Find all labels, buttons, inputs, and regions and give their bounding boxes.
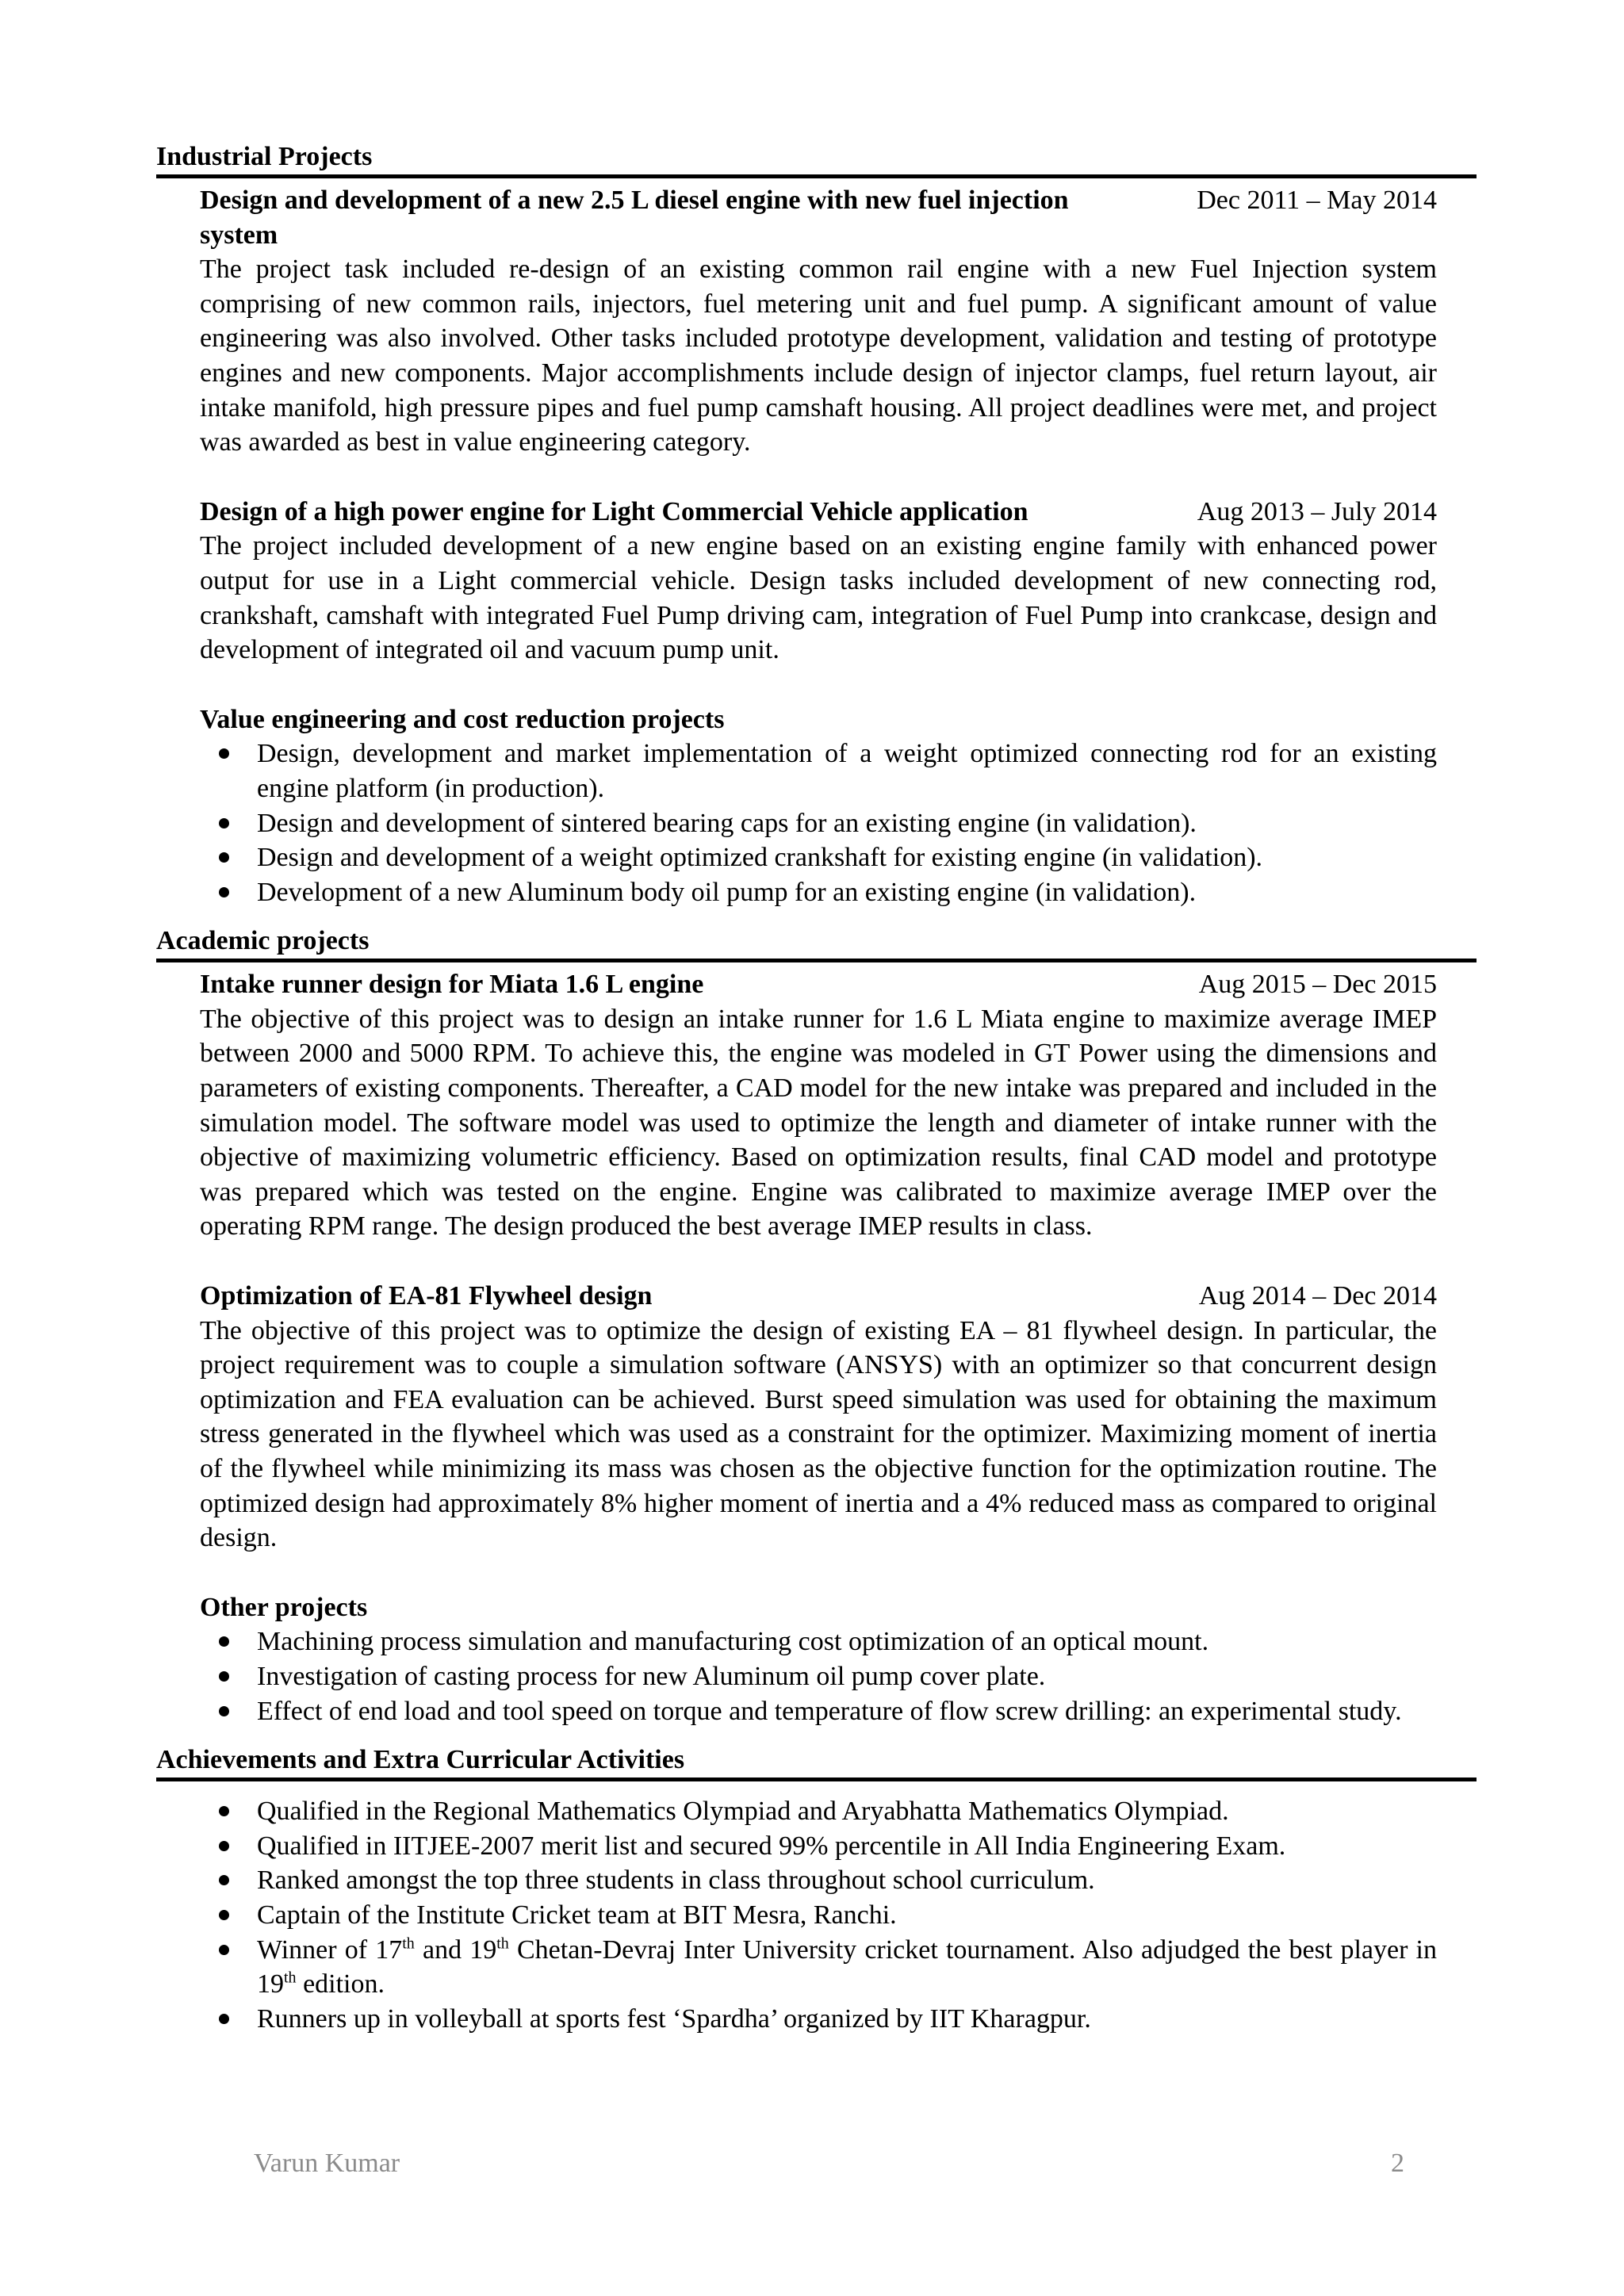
list-item (200, 1624, 1437, 1659)
value-engineering-block (200, 702, 1437, 910)
project-title: Intake runner design for Miata 1.6 L engine (200, 970, 704, 1000)
bullet-icon (219, 1671, 229, 1682)
page-number: 2 (1391, 2149, 1404, 2178)
list-item-text: Winner of 17th and 19th Chetan-Devraj Inter University cricket tournament. Also adjudged the best player in 19th edition. (257, 1934, 1438, 1999)
list-item-text: Captain of the Institute Cricket team at BIT Mesra, Ranchi. (257, 1900, 897, 1930)
value-engineering-list (200, 737, 1437, 909)
project-entry (200, 967, 1437, 1244)
list-item (200, 1898, 1437, 1933)
list-item-text: Qualified in the Regional Mathematics Olympiad and Aryabhatta Mathematics Olympiad. (257, 1797, 1229, 1827)
list-item (200, 1794, 1437, 1829)
bullet-icon (219, 887, 229, 897)
other-projects-block (200, 1590, 1437, 1728)
list-item (200, 840, 1437, 875)
list-item-text: Design, development and market implementation of a weight optimized connecting rod for an existing engine platform (in production). (257, 739, 1437, 803)
project-header (200, 495, 1437, 530)
bullet-icon (219, 1875, 229, 1885)
project-description: The objective of this project was to design an intake runner for 1.6 L Miata engine to maximize average IMEP between 2000 and 5000 RPM. To achieve this, the engine was modeled in GT Power using the dimensions and parameters of existing components. Thereafter, a CAD model for the new intake was prepared and included in the simulation model. The software model was used to optimize the length and diameter of intake runner with the objective of maximizing volumetric efficiency. Based on optimization results, final CAD model and prototype was prepared which was tested on the engine. Engine was calibrated to maximize average IMEP over the operating RPM range. The design produced the best average IMEP results in class. (200, 1004, 1437, 1242)
section-heading-academic: Academic projects (156, 924, 1477, 962)
project-dates: Aug 2014 – Dec 2014 (1198, 1281, 1437, 1311)
list-item-text: Effect of end load and tool speed on torque and temperature of flow screw drilling: an experimental study. (257, 1696, 1402, 1726)
project-header (200, 183, 1437, 252)
list-item-text: Design and development of a weight optimized crankshaft for existing engine (in validation). (257, 843, 1263, 873)
bullet-icon (219, 2014, 229, 2024)
project-dates: Aug 2015 – Dec 2015 (1198, 970, 1437, 1000)
bullet-icon (219, 1636, 229, 1647)
project-header (200, 967, 1437, 1002)
project-header (200, 1279, 1437, 1314)
project-entry (200, 495, 1437, 668)
list-item (200, 1933, 1437, 2002)
list-item-text: Development of a new Aluminum body oil pump for an existing engine (in validation). (257, 877, 1197, 907)
page-content (156, 140, 1477, 2036)
project-entry (200, 1279, 1437, 1556)
list-item (200, 806, 1437, 841)
bullet-icon (219, 1841, 229, 1851)
value-engineering-title: Value engineering and cost reduction projects (200, 704, 725, 734)
section-body-academic (200, 967, 1437, 1728)
list-item-text: Ranked amongst the top three students in class throughout school curriculum. (257, 1866, 1095, 1896)
section-body-achievements (200, 1794, 1437, 2036)
bullet-icon (219, 1945, 229, 1955)
project-title: Design of a high power engine for Light Commercial Vehicle application (200, 496, 1028, 526)
project-dates: Dec 2011 – May 2014 (1197, 186, 1437, 215)
section-body-industrial (200, 183, 1437, 909)
bullet-icon (219, 1706, 229, 1716)
bullet-icon (219, 852, 229, 863)
project-description: The project task included re-design of an existing common rail engine with a new Fuel Injection system comprising of new common rails, injectors, fuel metering unit and fuel pump. A significant amount of value engineering was also involved. Other tasks included prototype development, validation and testing of prototype engines and new components. Major accomplishments include design of injector clamps, fuel return layout, air intake manifold, high pressure pipes and fuel pump camshaft housing. All project deadlines were met, and project was awarded as best in value engineering category. (200, 254, 1437, 457)
project-title: Design and development of a new 2.5 L diesel engine with new fuel injection system (200, 186, 1069, 250)
list-item (200, 737, 1437, 806)
section-heading-achievements: Achievements and Extra Curricular Activities (156, 1743, 1477, 1781)
list-item-text: Machining process simulation and manufacturing cost optimization of an optical mount. (257, 1627, 1209, 1657)
project-title: Optimization of EA-81 Flywheel design (200, 1281, 653, 1311)
project-description: The objective of this project was to optimize the design of existing EA – 81 flywheel design. In particular, the project requirement was to couple a simulation software (ANSYS) with an optimizer so that concurrent design optimization and FEA evaluation can be achieved. Burst speed simulation was used for obtaining the maximum stress generated in the flywheel which was used as a constraint for the optimizer. Maximizing moment of inertia of the flywheel while minimizing its mass was chosen as the objective function for the optimization routine. The optimized design had approximately 8% higher moment of inertia and a 4% reduced mass as compared to original design. (200, 1315, 1437, 1553)
list-item (200, 1659, 1437, 1694)
list-item (200, 1829, 1437, 1864)
list-item (200, 1863, 1437, 1898)
project-dates: Aug 2013 – July 2014 (1197, 496, 1437, 526)
list-item (200, 875, 1437, 910)
project-description: The project included development of a new engine based on an existing engine family with enhanced power output for use in a Light commercial vehicle. Design tasks included development of new connecting rod, crankshaft, camshaft with integrated Fuel Pump driving cam, integration of Fuel Pump into crankcase, design and development of integrated oil and vacuum pump unit. (200, 531, 1437, 665)
bullet-icon (219, 748, 229, 759)
list-item-text: Design and development of sintered bearing caps for an existing engine (in validation). (257, 808, 1197, 838)
list-item-text: Investigation of casting process for new Aluminum oil pump cover plate. (257, 1661, 1046, 1691)
footer-name: Varun Kumar (254, 2149, 400, 2178)
project-entry (200, 183, 1437, 460)
list-item-text: Qualified in IITJEE-2007 merit list and secured 99% percentile in All India Engineering Exam. (257, 1831, 1286, 1861)
list-item (200, 1694, 1437, 1729)
other-projects-title: Other projects (200, 1592, 368, 1622)
bullet-icon (219, 1806, 229, 1816)
achievements-list (200, 1794, 1437, 2036)
section-heading-industrial: Industrial Projects (156, 140, 1477, 178)
bullet-icon (219, 818, 229, 828)
list-item (200, 2002, 1437, 2037)
list-item-text: Runners up in volleyball at sports fest ‘Spardha’ organized by IIT Kharagpur. (257, 2003, 1091, 2034)
other-projects-list (200, 1624, 1437, 1728)
bullet-icon (219, 1910, 229, 1920)
